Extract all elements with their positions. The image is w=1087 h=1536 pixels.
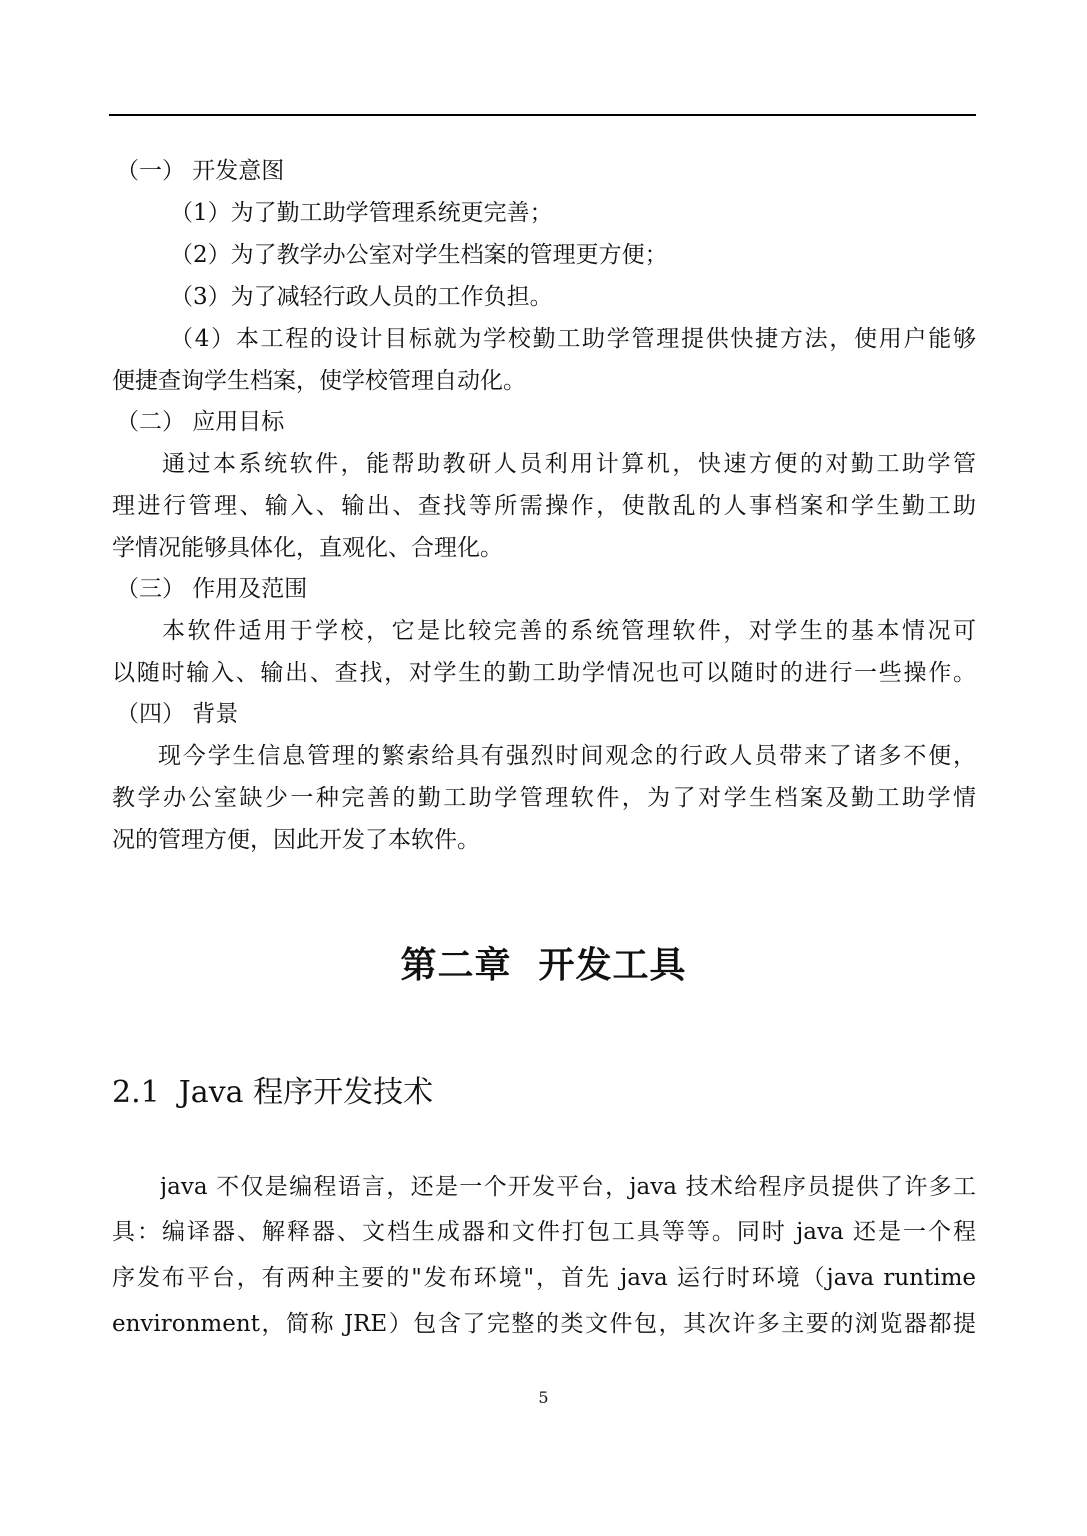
goal-paragraph-line-3: 学情况能够具体化，直观化、合理化。 <box>112 535 503 561</box>
section-heading-intent: （一） 开发意图 <box>116 158 285 184</box>
section-heading-background: （四） 背景 <box>116 701 239 727</box>
goal-paragraph-line-2: 理进行管理、输入、输出、查找等所需操作，使散乱的人事档案和学生勤工助 <box>112 493 976 519</box>
goal-paragraph-line-1: 通过本系统软件，能帮助教研人员利用计算机，快速方便的对勤工助学管 <box>162 451 976 477</box>
header-rule <box>109 114 976 116</box>
java-paragraph-line-4: environment，简称 JRE）包含了完整的类文件包，其次许多主要的浏览器都提 <box>112 1311 976 1337</box>
section-title-2-1: 2.1 Java 程序开发技术 <box>112 1075 434 1110</box>
java-paragraph-line-1: java 不仅是编程语言，还是一个开发平台，java 技术给程序员提供了许多工 <box>160 1174 976 1200</box>
background-paragraph-line-3: 况的管理方便，因此开发了本软件。 <box>112 827 480 853</box>
background-paragraph-line-2: 教学办公室缺少一种完善的勤工助学管理软件，为了对学生档案及勤工助学情 <box>112 785 976 811</box>
intent-item-2: （2）为了教学办公室对学生档案的管理更方便； <box>170 242 668 268</box>
intent-item-4-line-2: 便捷查询学生档案，使学校管理自动化。 <box>112 368 526 394</box>
section-heading-scope: （三） 作用及范围 <box>116 576 308 602</box>
scope-paragraph-line-2: 以随时输入、输出、查找，对学生的勤工助学情况也可以随时的进行一些操作。 <box>112 660 976 686</box>
java-paragraph-line-2: 具：编译器、解释器、文档生成器和文件打包工具等等。同时 java 还是一个程 <box>112 1219 976 1245</box>
page-number: 5 <box>538 1388 549 1407</box>
intent-item-4-line-1: （4）本工程的设计目标就为学校勤工助学管理提供快捷方法，使用户能够 <box>170 326 976 352</box>
section-heading-goal: （二） 应用目标 <box>116 409 285 435</box>
scope-paragraph-line-1: 本软件适用于学校，它是比较完善的系统管理软件，对学生的基本情况可 <box>162 618 976 644</box>
intent-item-3: （3）为了减轻行政人员的工作负担。 <box>170 284 553 310</box>
java-paragraph-line-3: 序发布平台，有两种主要的"发布环境"，首先 java 运行时环境（java runtime <box>112 1265 976 1291</box>
chapter-title: 第二章 开发工具 <box>400 945 687 986</box>
background-paragraph-line-1: 现今学生信息管理的繁索给具有强烈时间观念的行政人员带来了诸多不便， <box>158 743 976 769</box>
intent-item-1: （1）为了勤工助学管理系统更完善； <box>170 200 553 226</box>
